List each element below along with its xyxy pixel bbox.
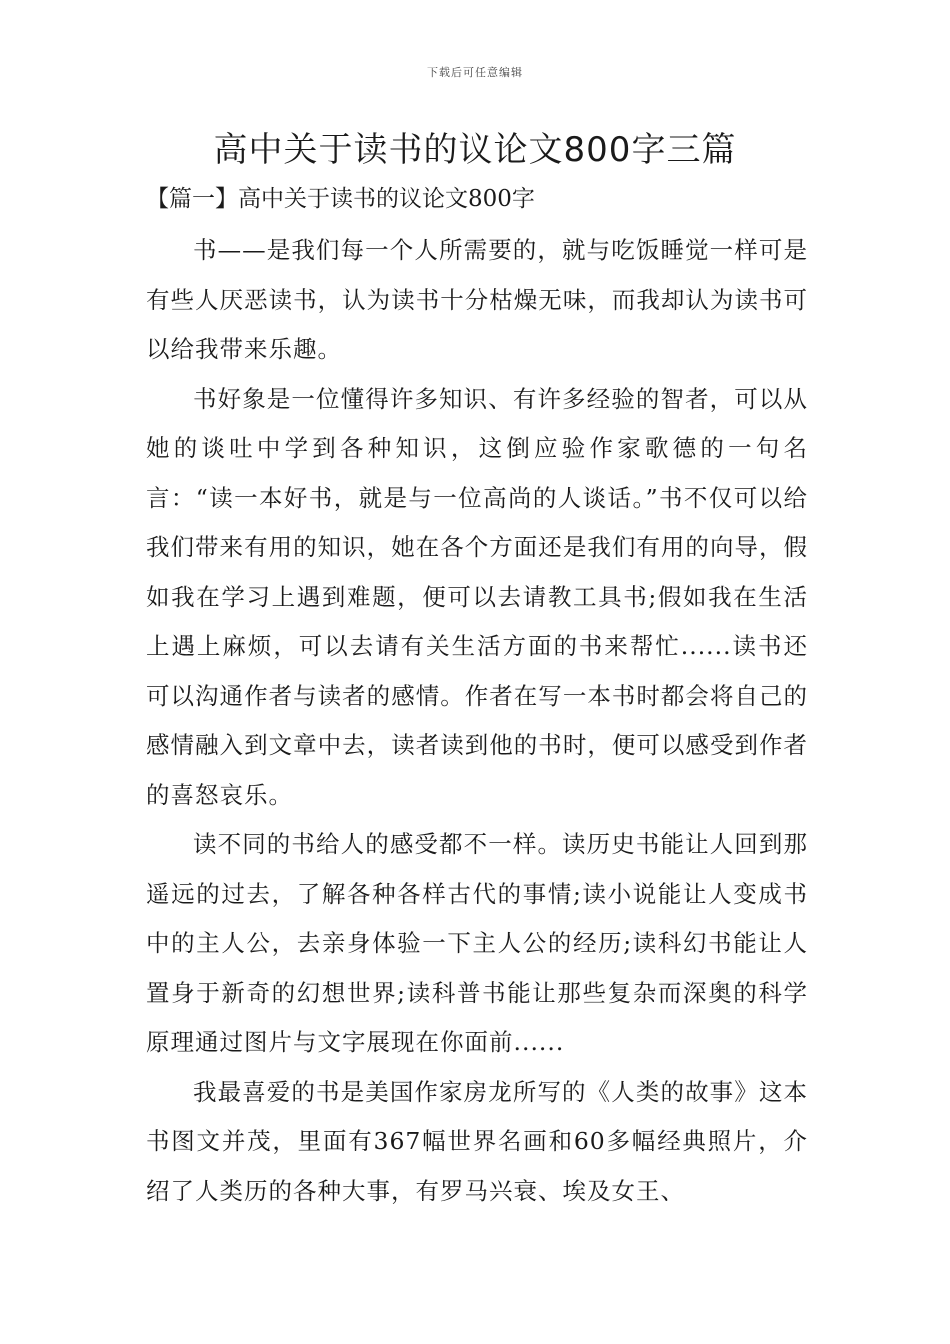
section-heading: 【篇一】高中关于读书的议论文800字 xyxy=(146,186,535,212)
document-title: 高中关于读书的议论文800字三篇 xyxy=(213,130,737,170)
paragraph: 读不同的书给人的感受都不一样。读历史书能让人回到那遥远的过去，了解各种各样古代的事情;读小说能让人变成书中的主人公，去亲身体验一下主人公的经历;读科幻书能让人置身于新奇的幻想世界;读科普书能让那些复杂而深奥的科学原理通过图片与文字展现在你面前...... xyxy=(146,830,808,1056)
header-note: 下载后可任意编辑 xyxy=(427,66,523,79)
document-body xyxy=(146,226,808,1216)
paragraph: 我最喜爱的书是美国作家房龙所写的《人类的故事》这本书图文并茂，里面有367幅世界名画和60多幅经典照片，介绍了人类历的各种大事，有罗马兴衰、埃及女王、 xyxy=(146,1077,808,1205)
paragraph: 书好象是一位懂得许多知识、有许多经验的智者，可以从她的谈吐中学到各种知识，这倒应验作家歌德的一句名言：“读一本好书，就是与一位高尚的人谈话。”书不仅可以给我们带来有用的知识，她在各个方面还是我们有用的向导，假如我在学习上遇到难题，便可以去请教工具书;假如我在生活上遇上麻烦，可以去请有关生活方面的书来帮忙......读书还可以沟通作者与读者的感情。作者在写一本书时都会将自己的感情融入到文章中去，读者读到他的书时，便可以感受到作者的喜怒哀乐。 xyxy=(146,384,808,809)
paragraph: 书——是我们每一个人所需要的，就与吃饭睡觉一样可是有些人厌恶读书，认为读书十分枯燥无味，而我却认为读书可以给我带来乐趣。 xyxy=(146,236,808,363)
